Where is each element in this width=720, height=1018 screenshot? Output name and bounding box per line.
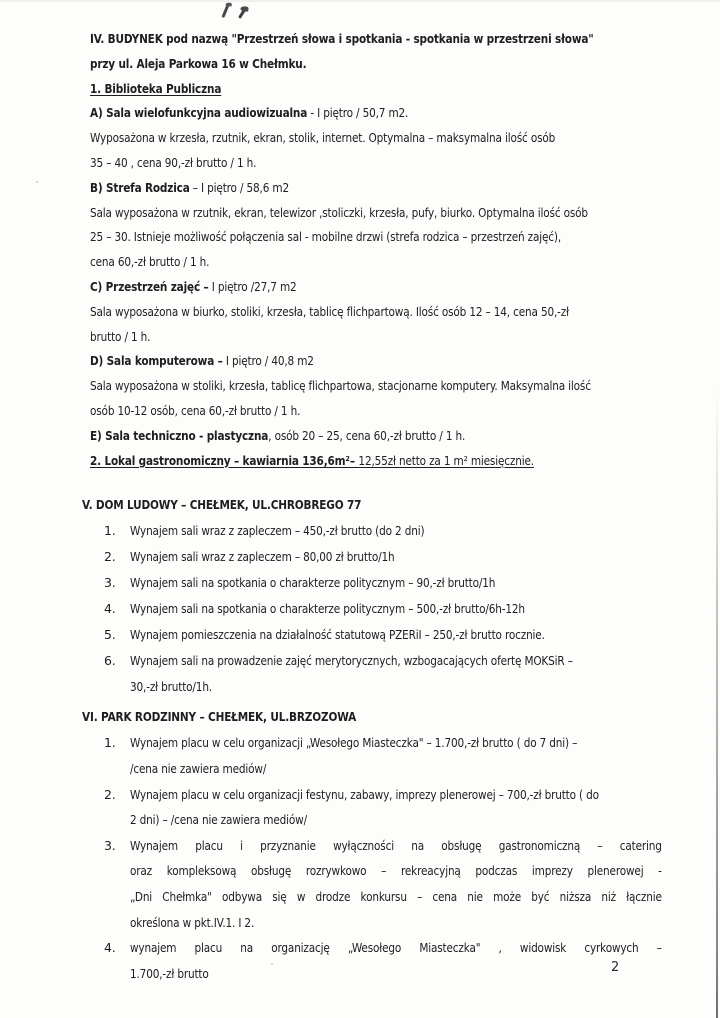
list-item-content — [130, 730, 662, 781]
text-segment: Wynajem placu w celu organizacji festynu, zabawy, imprezy plenerowej – 700,-zł brutto ( do — [130, 786, 599, 802]
heading-biblioteka-publiczna — [90, 77, 662, 102]
list-number: 3. — [104, 575, 116, 591]
text-line — [130, 518, 577, 544]
text-line — [90, 101, 570, 126]
text-segment: brutto / 1 h. — [90, 328, 151, 344]
text-segment: Wynajem sali wraz z zapleczem – 450,-zł brutto (do 2 dni) — [130, 523, 425, 539]
list-item-content — [130, 833, 662, 935]
text-line — [90, 201, 588, 226]
text-line — [130, 935, 662, 961]
text-line — [130, 833, 662, 859]
scan-artifact-edge — [0, 0, 720, 2]
v-item-1 — [90, 518, 662, 544]
text-segment: B) Strefa Rodzica — [90, 179, 190, 195]
text-segment: I piętro / 40,8 m2 — [222, 353, 314, 369]
lokal-gastronomiczny — [90, 449, 662, 474]
text-line — [130, 730, 577, 756]
room-e-sala-techniczno-plastyczna — [90, 424, 662, 449]
list-number: 1. — [104, 735, 116, 751]
text-segment: /cena nie zawiera mediów/ — [130, 760, 267, 776]
text-segment: osób 10-12 osób, cena 60,-zł brutto / 1 h. — [90, 402, 301, 418]
list-item-content — [130, 935, 662, 986]
text-segment: D) Sala komputerowa – — [90, 353, 223, 369]
text-segment: – I piętro / 58,6 m2 — [189, 179, 289, 195]
text-line — [90, 424, 570, 449]
text-segment: E) Sala techniczno - plastyczna — [90, 427, 269, 443]
scan-artifact-line — [716, 388, 718, 1018]
text-segment: 25 – 30. Istnieje możliwość połączenia sal - mobilne drzwi (strefa rodzica – przestrzeń zajęć), — [90, 229, 562, 245]
text-segment: 35 – 40 , cena 90,-zł brutto / 1 h. — [90, 154, 257, 170]
vi-item-1 — [90, 730, 662, 781]
text-segment: „Dni Chełmka" odbywa się w drodze konkursu – cena nie może być niższa niż łącznie — [130, 888, 662, 904]
text-segment: , osób 20 – 25, cena 60,-zł brutto / 1 h. — [268, 427, 466, 443]
text-line — [130, 648, 577, 674]
text-line — [82, 492, 569, 518]
pen-stroke — [238, 7, 247, 19]
text-segment: wynajem placu na organizację „Wesołego Miasteczka" , widowisk cyrkowych – — [130, 940, 662, 956]
text-segment: Sala wyposażona w stoliki, krzesła, tablicę flichpartowa, stacjonarne komputery. Maksymalna ilość — [90, 378, 591, 394]
text-segment: Wynajem sali wraz z zapleczem – 80,00 zł brutto/1h — [130, 549, 395, 565]
list-item-content — [130, 622, 662, 648]
text-line — [90, 300, 570, 325]
text-line — [90, 325, 570, 350]
text-segment: Wynajem pomieszczenia na działalność statutową PZERiI – 250,-zł brutto rocznie. — [130, 627, 545, 643]
text-line — [130, 961, 577, 987]
text-line — [130, 756, 577, 782]
text-line — [90, 52, 570, 77]
list-item-content — [130, 648, 662, 700]
text-line — [90, 374, 591, 399]
room-d-sala-komputerowa — [90, 349, 662, 423]
text-line — [130, 570, 577, 596]
list-item-content — [130, 544, 662, 570]
text-line — [82, 704, 569, 730]
pen-stroke — [221, 4, 229, 18]
text-line — [90, 126, 570, 151]
text-line — [90, 449, 570, 474]
heading-v-dom-ludowy — [82, 492, 662, 518]
v-item-3 — [90, 570, 662, 596]
text-segment: 12,55zł netto za 1 m² miesięcznie. — [358, 452, 534, 468]
text-segment: określona w pkt.IV.1. I 2. — [130, 914, 255, 930]
text-segment: Wynajem sali na prowadzenie zajęć merytorycznych, wzbogacających ofertę MOKSiR – — [130, 653, 573, 669]
text-line — [90, 250, 570, 275]
text-line — [130, 910, 577, 936]
heading-vi-park-rodzinny — [82, 704, 662, 730]
v-item-6 — [90, 648, 662, 700]
text-line — [90, 151, 570, 176]
v-item-5 — [90, 622, 662, 648]
text-segment: Sala wyposażona w rzutnik, ekran, telewizor ,stoliczki, krzesła, pufy, biurko. Optymalna ilość osób — [90, 204, 588, 220]
heading-iv — [90, 27, 662, 77]
list-number: 3. — [104, 837, 116, 853]
room-b-strefa-rodzica — [90, 176, 662, 275]
list-number: 6. — [104, 653, 116, 669]
scan-speck — [36, 181, 38, 183]
text-line — [90, 225, 570, 250]
text-line — [90, 27, 594, 52]
text-line — [90, 275, 570, 300]
text-segment: C) Przestrzeń zajęć – — [90, 278, 209, 294]
text-segment: cena 60,-zł brutto / 1 h. — [90, 254, 210, 270]
text-line — [90, 399, 570, 424]
text-line — [90, 349, 570, 374]
text-segment: 30,-zł brutto/1h. — [130, 679, 212, 695]
text-segment: VI. PARK RODZINNY – CHEŁMEK, UL.BRZOZOWA — [82, 709, 357, 725]
text-line — [90, 176, 570, 201]
room-a-sala-wielofunkcyjna — [90, 101, 662, 175]
text-line — [130, 674, 577, 700]
text-segment: Sala wyposażona w biurko, stoliki, krzesła, tablicę flichpartową. Ilość osób 12 – 14, cena 50,-zł — [90, 303, 569, 319]
text-segment: 1. Biblioteka Publiczna — [90, 80, 222, 96]
list-number: 5. — [104, 627, 116, 643]
text-line — [130, 884, 662, 910]
text-line — [130, 807, 577, 833]
text-segment: A) Sala wielofunkcyjna audiowizualna — [90, 105, 308, 121]
list-item-content — [130, 596, 662, 622]
text-segment: Wynajem placu i przyznanie wyłączności na obsługę gastronomiczną – catering — [130, 837, 662, 853]
text-segment: 2 dni) – /cena nie zawiera mediów/ — [130, 812, 307, 828]
list-number: 4. — [104, 601, 116, 617]
text-segment: przy ul. Aleja Parkowa 16 w Chełmku. — [90, 55, 307, 71]
list-item-content — [130, 518, 662, 544]
page-number: 2 — [611, 960, 620, 975]
text-segment: - I piętro / 50,7 m2. — [307, 105, 409, 121]
text-line — [130, 858, 662, 884]
text-segment: Wynajem sali na spotkania o charakterze politycznym – 90,-zł brutto/1h — [130, 575, 496, 591]
v-item-4 — [90, 596, 662, 622]
text-line — [130, 544, 577, 570]
list-number: 4. — [104, 940, 116, 956]
list-item-content — [130, 782, 662, 833]
vi-item-4 — [90, 935, 662, 986]
list-item-content — [130, 570, 662, 596]
text-segment: IV. BUDYNEK pod nazwą "Przestrzeń słowa i spotkania - spotkania w przestrzeni słowa" — [90, 31, 594, 46]
room-c-przestrzen-zajec — [90, 275, 662, 349]
text-line — [90, 77, 570, 102]
text-segment: 1.700,-zł brutto — [130, 965, 209, 981]
text-line — [130, 782, 599, 808]
list-number: 2. — [104, 549, 116, 565]
vi-item-3 — [90, 833, 662, 935]
list-number: 2. — [104, 786, 116, 802]
text-line — [130, 622, 577, 648]
document-body — [82, 27, 662, 986]
text-segment: Wynajem placu w celu organizacji „Wesołego Miasteczka" – 1.700,-zł brutto ( do 7 dni) – — [130, 735, 578, 751]
scan-speck — [271, 963, 273, 965]
text-segment: oraz kompleksową obsługę rozrywkowo – rekreacyjną podczas imprezy plenerowej - — [130, 863, 662, 879]
text-segment: I piętro /27,7 m2 — [208, 278, 297, 294]
v-item-2 — [90, 544, 662, 570]
text-segment: Wyposażona w krzesła, rzutnik, ekran, stolik, internet. Optymalna – maksymalna ilość osób — [90, 130, 556, 146]
text-line — [130, 596, 577, 622]
text-segment: V. DOM LUDOWY – CHEŁMEK, UL.CHROBREGO 77 — [82, 497, 362, 513]
vi-item-2 — [90, 782, 662, 833]
text-segment: Wynajem sali na spotkania o charakterze politycznym – 500,-zł brutto/6h-12h — [130, 601, 525, 617]
list-number: 1. — [104, 523, 116, 539]
text-segment: 2. Lokal gastronomiczny – kawiarnia 136,6m²– — [90, 452, 359, 468]
